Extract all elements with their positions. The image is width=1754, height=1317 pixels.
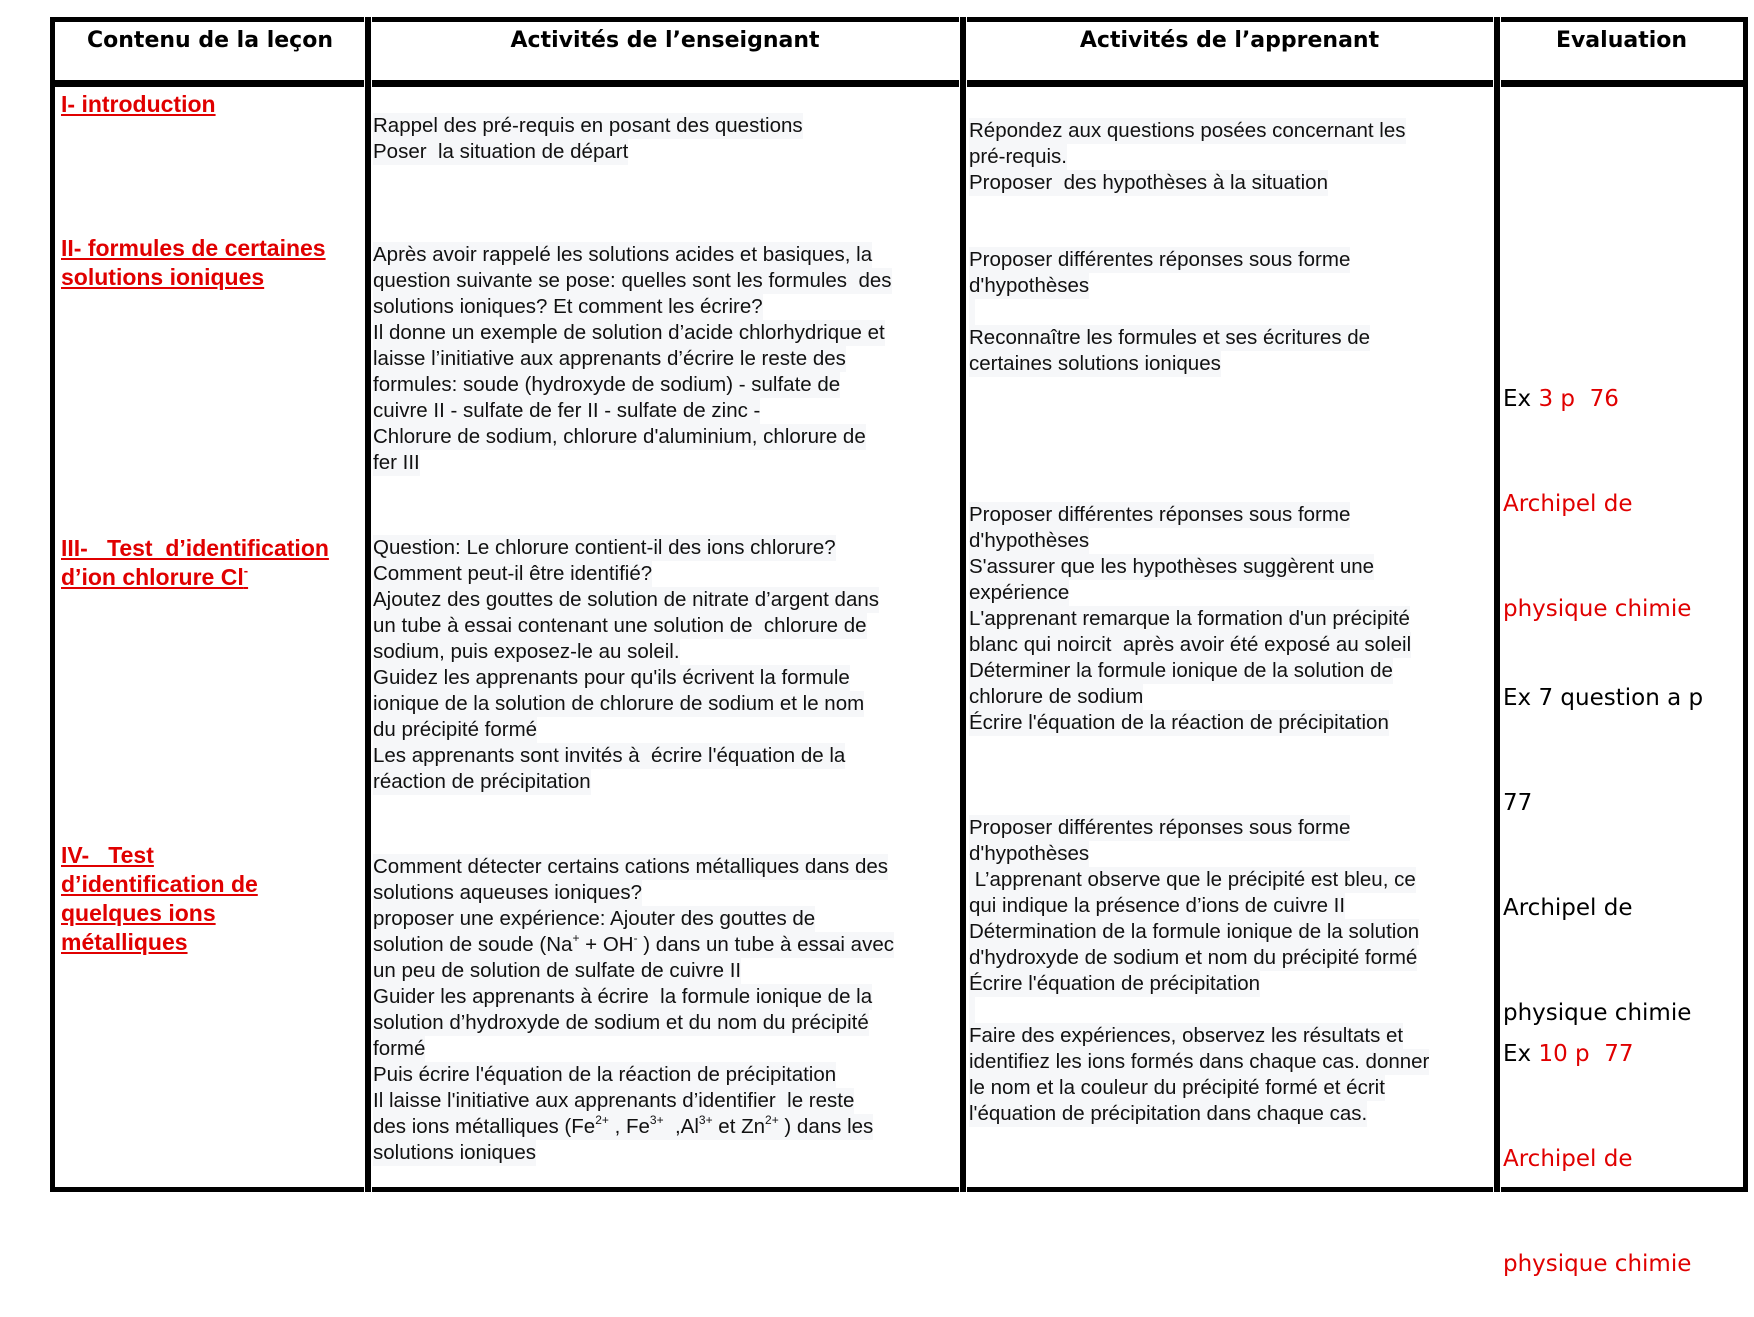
text-line: [969, 502, 1350, 528]
section-title: [61, 841, 258, 957]
text-segment: Proposer différentes réponses sous forme: [969, 248, 1351, 271]
eval-prefix: Ex: [1503, 1041, 1532, 1067]
text-line: [969, 273, 1089, 299]
text-line: [969, 606, 1410, 632]
eval-line: physique chimie: [1503, 1000, 1692, 1026]
text-segment: Après avoir rappelé les solutions acides et basiques, la: [373, 243, 873, 266]
text-line: [61, 870, 258, 899]
superscript: 3+: [698, 1113, 713, 1127]
text-segment: solutions ioniques? Et comment les écrire?: [373, 295, 763, 318]
text-line: [373, 561, 652, 587]
text-line: [969, 919, 1419, 945]
text-segment: quelques ions: [61, 900, 216, 926]
text-line: [969, 815, 1350, 841]
eval-line: Archipel de: [1503, 895, 1633, 921]
teacher-activity: [373, 113, 803, 165]
text-line: [969, 658, 1393, 684]
text-segment: [969, 300, 975, 323]
text-segment: Guidez les apprenants pour qu'ils écrivent la formule: [373, 666, 850, 689]
text-line: [969, 170, 1328, 196]
text-segment: Détermination de la formule ionique de la solution: [969, 920, 1420, 943]
text-line: [373, 294, 763, 320]
column-divider: [959, 17, 967, 1192]
text-line: [969, 632, 1411, 658]
text-segment: Rappel des pré-requis en posant des questions: [373, 114, 803, 137]
text-line: [61, 90, 216, 119]
text-segment: d’identification de: [61, 871, 258, 897]
text-line: [373, 1114, 873, 1140]
text-segment: ) dans les: [778, 1115, 874, 1138]
text-line: [969, 867, 1416, 893]
text-segment: du précipité formé: [373, 718, 538, 741]
eval-line: physique chimie: [1503, 596, 1692, 622]
text-segment: III- Test d’identification: [61, 535, 329, 561]
text-segment: solutions ioniques: [373, 1141, 536, 1164]
eval-ref: 7 question a p: [1531, 685, 1704, 711]
superscript: 3+: [649, 1113, 664, 1127]
text-line: [969, 710, 1389, 736]
text-segment: métalliques: [61, 929, 188, 955]
learner-activity: [969, 247, 1370, 377]
text-segment: IV- Test: [61, 842, 154, 868]
text-line: [969, 144, 1067, 170]
text-line: [969, 247, 1350, 273]
text-line: [373, 320, 885, 346]
section-title: [61, 90, 216, 119]
text-line: [373, 587, 879, 613]
text-line: [373, 1062, 836, 1088]
text-segment: Écrire l'équation de précipitation: [969, 972, 1261, 995]
text-line: [373, 450, 420, 476]
header-learner-activities: Activités de l’apprenant: [1079, 28, 1380, 53]
text-segment: solutions ioniques: [61, 264, 265, 290]
text-line: [373, 1140, 536, 1166]
text-segment: [969, 998, 975, 1021]
header-lesson-content: Contenu de la leçon: [87, 28, 333, 53]
text-segment: Écrire l'équation de la réaction de précipitation: [969, 711, 1389, 734]
text-line: [373, 139, 628, 165]
eval-line: 77: [1503, 790, 1533, 816]
text-line: [373, 372, 840, 398]
text-segment: , Fe: [608, 1115, 650, 1138]
text-segment: Il laisse l'initiative aux apprenants d’identifier le reste: [373, 1089, 855, 1112]
section-title: [61, 534, 329, 592]
text-line: [373, 346, 846, 372]
text-segment: Faire des expériences, observez les résultats et: [969, 1024, 1404, 1047]
teacher-activity: [373, 242, 892, 476]
text-segment: formé: [373, 1037, 426, 1060]
text-segment: Chlorure de sodium, chlorure d'aluminium, chlorure de: [373, 425, 866, 448]
eval-ref: 3 p 76: [1531, 386, 1619, 412]
text-segment: + OH: [579, 933, 634, 956]
text-line: [373, 854, 888, 880]
text-line: [61, 928, 258, 957]
text-line: [969, 1075, 1385, 1101]
text-line: [373, 769, 591, 795]
text-segment: Comment peut-il être identifié?: [373, 562, 653, 585]
text-line: [969, 554, 1374, 580]
text-segment: réaction de précipitation: [373, 770, 591, 793]
evaluation-exercise: [1503, 967, 1691, 1317]
text-segment: formules: soude (hydroxyde de sodium) - sulfate de: [373, 373, 841, 396]
text-line: [61, 841, 258, 870]
column-divider: [1493, 17, 1501, 1192]
text-line: [373, 1036, 425, 1062]
eval-line: Archipel de: [1503, 491, 1633, 517]
text-segment: blanc qui noircit après avoir été exposé au soleil: [969, 633, 1412, 656]
text-segment: d'hypothèses: [969, 529, 1090, 552]
text-line: [969, 1049, 1429, 1075]
text-segment: ) dans un tube à essai avec: [637, 933, 894, 956]
text-segment: Guider les apprenants à écrire la formule ionique de la: [373, 985, 873, 1008]
text-segment: solutions aqueuses ioniques?: [373, 881, 642, 904]
text-line: [969, 841, 1089, 867]
text-segment: L’apprenant observe que le précipité est bleu, ce: [969, 868, 1416, 891]
text-line: [969, 971, 1260, 997]
text-segment: chlorure de sodium: [969, 685, 1144, 708]
learner-activity: [969, 118, 1406, 196]
text-line: [373, 424, 866, 450]
eval-prefix: Ex: [1503, 386, 1532, 412]
text-segment: Déterminer la formule ionique de la solution de: [969, 659, 1393, 682]
text-line: [373, 932, 894, 958]
text-segment: certaines solutions ioniques: [969, 352, 1221, 375]
text-segment: identifiez les ions formés dans chaque cas. donner: [969, 1050, 1430, 1073]
text-line: [969, 945, 1417, 971]
text-line: [373, 535, 836, 561]
superscript: 2+: [765, 1113, 779, 1127]
text-line: [373, 113, 803, 139]
text-segment: question suivante se pose: quelles sont les formules des: [373, 269, 892, 292]
text-line: [969, 325, 1370, 351]
teacher-activity: [373, 535, 879, 795]
eval-ref: 10 p 77: [1531, 1041, 1634, 1067]
text-segment: Ajoutez des gouttes de solution de nitrate d’argent dans: [373, 588, 880, 611]
superscript: 2+: [595, 1113, 609, 1127]
text-segment: Les apprenants sont invités à écrire l'équation de la: [373, 744, 846, 767]
text-segment: l'équation de précipitation dans chaque cas.: [969, 1102, 1368, 1125]
text-segment: fer III: [373, 451, 420, 474]
text-segment: Proposer des hypothèses à la situation: [969, 171, 1328, 194]
text-segment: I- introduction: [61, 91, 216, 117]
eval-prefix: Ex: [1503, 685, 1532, 711]
text-segment: proposer une expérience: Ajouter des gouttes de: [373, 907, 816, 930]
column-divider: [364, 17, 372, 1192]
text-segment: un tube à essai contenant une solution de chlorure de: [373, 614, 867, 637]
text-line: [373, 984, 872, 1010]
superscript: +: [572, 931, 580, 945]
text-line: [373, 1088, 854, 1114]
text-line: [969, 997, 975, 1023]
text-segment: sodium, puis exposez-le au soleil.: [373, 640, 680, 663]
text-line: [373, 880, 642, 906]
teacher-activity: [373, 854, 894, 1166]
text-segment: d'hypothèses: [969, 842, 1090, 865]
text-line: [61, 899, 258, 928]
text-segment: d'hydroxyde de sodium et nom du précipité formé: [969, 946, 1418, 969]
text-line: [373, 691, 864, 717]
text-segment: ionique de la solution de chlorure de sodium et le nom: [373, 692, 865, 715]
text-segment: solution de soude (Na: [373, 933, 573, 956]
text-line: [373, 906, 815, 932]
text-line: [373, 242, 872, 268]
text-segment: d’ion chlorure Cl: [61, 564, 244, 590]
text-line: [373, 398, 760, 424]
text-line: [969, 351, 1221, 377]
text-line: [373, 1010, 869, 1036]
header-teacher-activities: Activités de l’enseignant: [510, 28, 820, 53]
text-segment: Répondez aux questions posées concernant les: [969, 119, 1406, 142]
text-segment: Il donne un exemple de solution d’acide chlorhydrique et: [373, 321, 885, 344]
evaluation-exercise: [1503, 312, 1691, 662]
text-segment: Poser la situation de départ: [373, 140, 629, 163]
text-line: [969, 893, 1345, 919]
text-line: [373, 613, 867, 639]
text-segment: Question: Le chlorure contient-il des ions chlorure?: [373, 536, 836, 559]
section-title: [61, 234, 326, 292]
text-line: [61, 234, 326, 263]
text-line: [373, 743, 845, 769]
text-line: [373, 717, 537, 743]
text-line: [373, 639, 680, 665]
text-line: [969, 118, 1406, 144]
text-line: [969, 1023, 1403, 1049]
text-segment: expérience: [969, 581, 1070, 604]
superscript: -: [633, 931, 638, 945]
text-segment: solution d’hydroxyde de sodium et du nom du précipité: [373, 1011, 869, 1034]
text-line: [969, 528, 1089, 554]
text-segment: cuivre II - sulfate de fer II - sulfate de zinc -: [373, 399, 761, 422]
text-line: [969, 580, 1069, 606]
text-line: [969, 684, 1143, 710]
text-segment: Puis écrire l'équation de la réaction de précipitation: [373, 1063, 837, 1086]
eval-line: Archipel de: [1503, 1146, 1633, 1172]
text-segment: II- formules de certaines: [61, 235, 326, 261]
header-evaluation: Evaluation: [1555, 28, 1688, 53]
text-segment: le nom et la couleur du précipité formé et écrit: [969, 1076, 1385, 1099]
text-segment: Reconnaître les formules et ses écritures de: [969, 326, 1371, 349]
text-line: [373, 268, 892, 294]
text-segment: Proposer différentes réponses sous forme: [969, 816, 1351, 839]
text-line: [61, 563, 329, 592]
eval-line: physique chimie: [1503, 1251, 1692, 1277]
text-segment: des ions métalliques (Fe: [373, 1115, 596, 1138]
text-line: [61, 534, 329, 563]
text-segment: laisse l’initiative aux apprenants d’écrire le reste des: [373, 347, 846, 370]
text-line: [373, 958, 741, 984]
text-segment: d'hypothèses: [969, 274, 1090, 297]
text-segment: S'assurer que les hypothèses suggèrent une: [969, 555, 1375, 578]
learner-activity: [969, 815, 1429, 1127]
superscript: -: [243, 563, 249, 578]
text-line: [969, 299, 975, 325]
text-line: [969, 1101, 1367, 1127]
text-segment: Comment détecter certains cations métalliques dans des: [373, 855, 889, 878]
text-segment: et Zn: [712, 1115, 766, 1138]
text-segment: ,Al: [663, 1115, 699, 1138]
text-segment: Proposer différentes réponses sous forme: [969, 503, 1351, 526]
text-segment: un peu de solution de sulfate de cuivre II: [373, 959, 742, 982]
text-line: [61, 263, 326, 292]
learner-activity: [969, 502, 1411, 736]
text-segment: pré-requis.: [969, 145, 1067, 168]
text-segment: L'apprenant remarque la formation d'un précipité: [969, 607, 1410, 630]
text-line: [373, 665, 850, 691]
text-segment: qui indique la présence d’ions de cuivre II: [969, 894, 1346, 917]
